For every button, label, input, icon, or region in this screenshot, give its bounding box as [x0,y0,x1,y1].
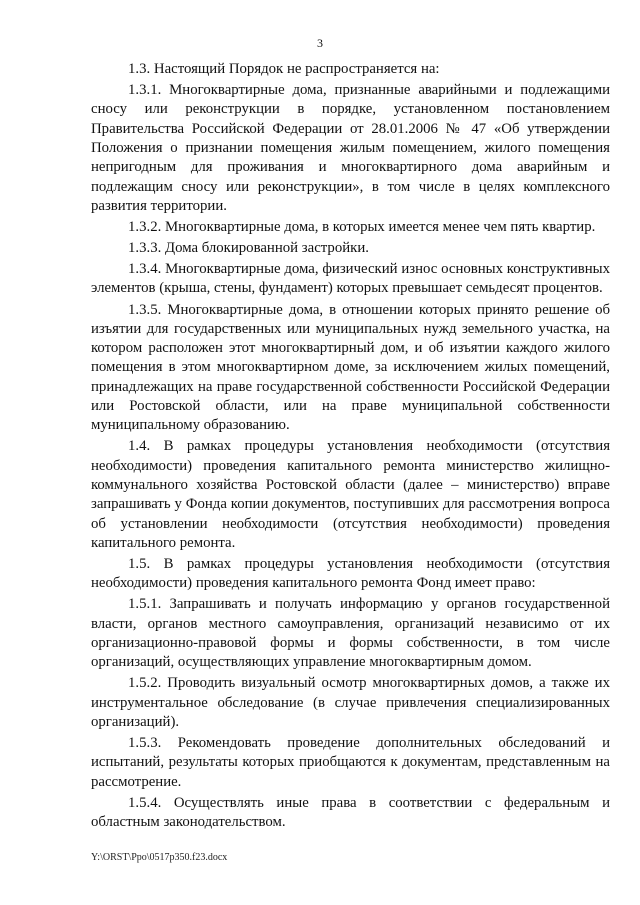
page-number: 3 [317,36,323,50]
paragraph-1-5: 1.5. В рамках процедуры установления необходимости (отсутствия необходимости) проведения капитального ремонта Фонд имеет право: [91,556,610,592]
paragraph-1-3-5: 1.3.5. Многоквартирные дома, в отношении которых принято решение об изъятии для государственных или муниципальных нужд земельного участка, на котором расположен этот многоквартирный дом, и об изъятии каждого жилого помещения в этом многоквартирном доме, за исключением жилых помещений, принадлежащих на праве государственной собственности Российской Федерации или Ростовской области, или на праве муниципальной собственности муниципальному образованию. [91,301,610,434]
paragraph-1-3-3: 1.3.3. Дома блокированной застройки. [128,240,369,257]
document-body [91,60,610,834]
paragraph-1-3-2: 1.3.2. Многоквартирные дома, в которых имеется менее чем пять квартир. [128,218,596,235]
paragraph-1-5-1: 1.5.1. Запрашивать и получать информацию у органов государственной власти, органов местного самоуправления, организаций независимо от их организационно-правовой формы и формы собственности, в том числе организаций, осуществляющих управление многоквартирным домом. [91,596,610,671]
paragraph-1-3-4: 1.3.4. Многоквартирные дома, физический износ основных конструктивных элементов (крыша, стены, фундамент) которых превышает семьдесят процентов. [91,261,610,297]
file-path-footer: Y:\ORST\Ppo\0517p350.f23.docx [91,852,228,863]
paragraph-1-5-4: 1.5.4. Осуществлять иные права в соответствии с федеральным и областным законодательством. [91,794,610,831]
paragraph-1-4: 1.4. В рамках процедуры установления необходимости (отсутствия необходимости) проведения капитального ремонта министерство жилищно-коммунального хозяйства Ростовской области (далее – министерство) вправе запрашивать у Фонда копии документов, поступивших для рассмотрения вопроса об установлении необходимости (отсутствия необходимости) проведения капитального ремонта. [91,438,610,551]
paragraph-1-5-3: 1.5.3. Рекомендовать проведение дополнительных обследований и испытаний, результаты которых приобщаются к документам, представленным на рассмотрение. [91,735,610,790]
paragraph-1-5-2: 1.5.2. Проводить визуальный осмотр многоквартирных домов, а также их инструментальное обследование (в случае привлечения специализированных организаций). [91,675,610,730]
paragraph-1-3: 1.3. Настоящий Порядок не распространяется на: [128,61,440,77]
paragraph-1-3-1: 1.3.1. Многоквартирные дома, признанные аварийными и подлежащими сносу или реконструкции в порядке, установленном постановлением Правительства Российской Федерации от 28.01.2006 № 47 «Об утверждении Положения о признании помещения жилым помещением, жилого помещения непригодным для проживания и многоквартирного дома аварийным и подлежащим сносу или реконструкции», в том числе в целях комплексного развития территории. [91,82,610,214]
